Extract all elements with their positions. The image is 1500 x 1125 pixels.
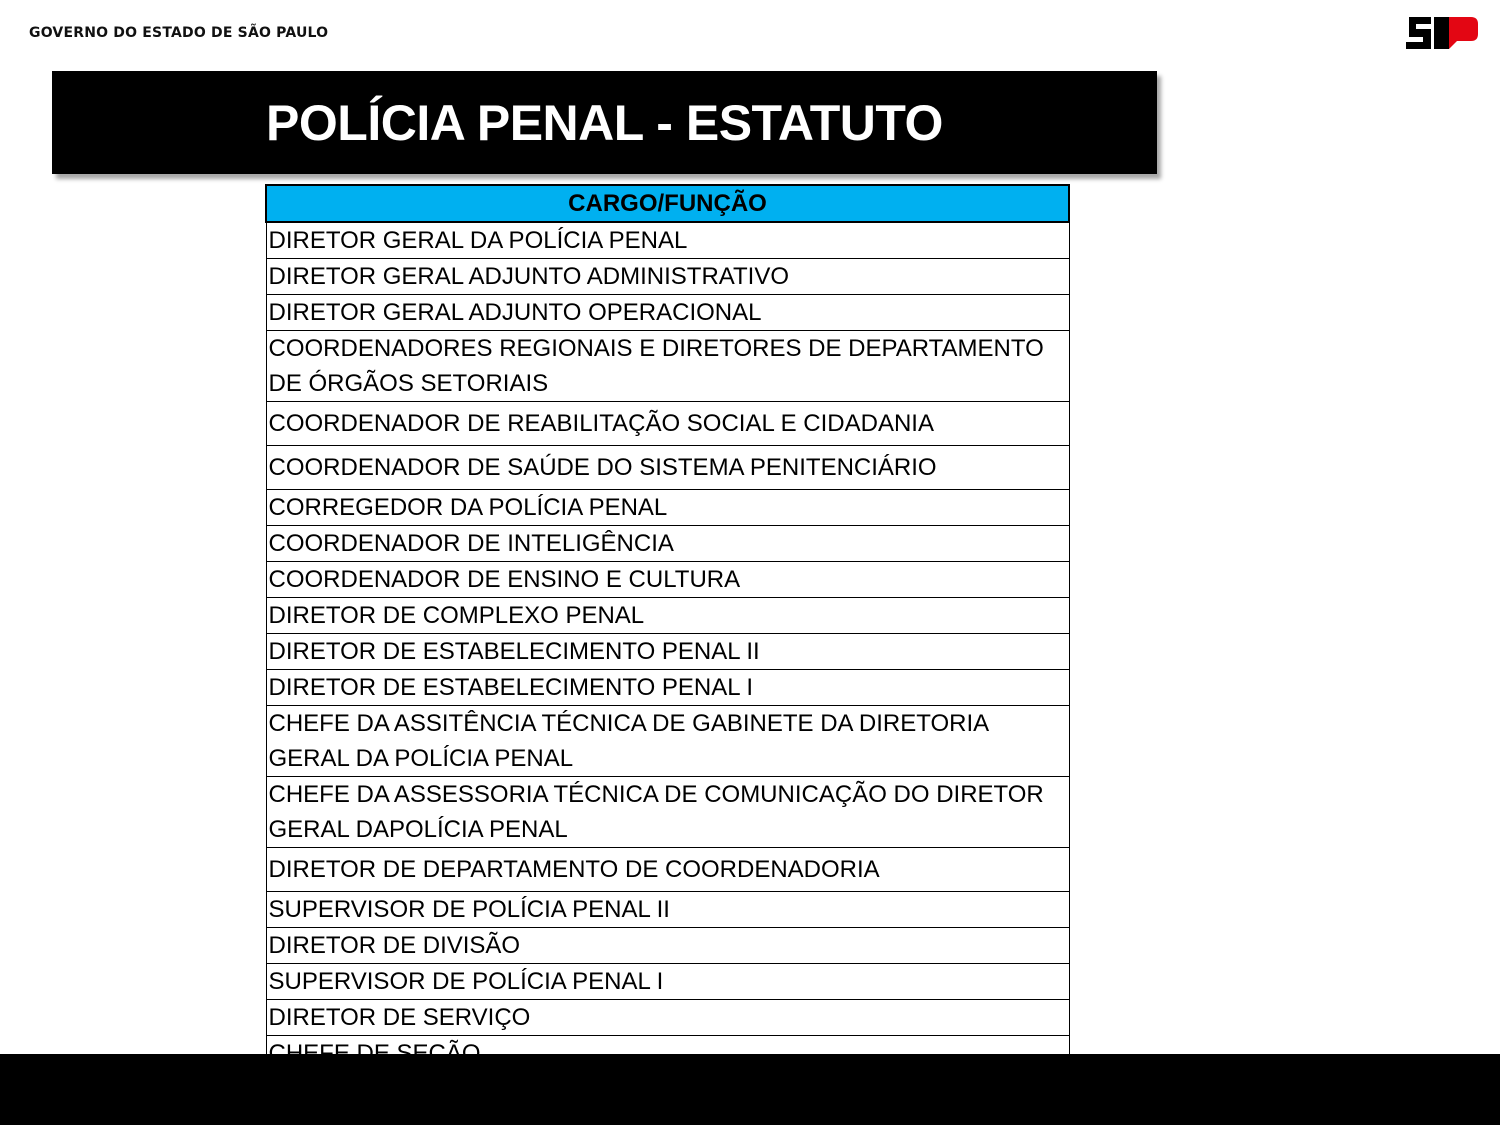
government-header: GOVERNO DO ESTADO DE SÃO PAULO <box>29 25 329 41</box>
column-header-cargo: CARGO/FUNÇÃO <box>266 185 1069 222</box>
table-row <box>266 331 1069 402</box>
table-cell: DIRETOR DE SERVIÇO <box>266 1000 1069 1036</box>
table-cell: SUPERVISOR DE POLÍCIA PENAL I <box>266 964 1069 1000</box>
sp-logo-p-black <box>1434 17 1449 49</box>
table-cell: COORDENADOR DE ENSINO E CULTURA <box>266 562 1069 598</box>
table-cell: COORDENADORES REGIONAIS E DIRETORES DE DEPARTAMENTO DE ÓRGÃOS SETORIAIS <box>266 331 1069 402</box>
sp-logo-s <box>1406 17 1431 49</box>
table-row <box>266 964 1069 1000</box>
table-row <box>266 670 1069 706</box>
table-row <box>266 928 1069 964</box>
sp-logo-icon <box>1405 16 1479 50</box>
title-banner <box>52 71 1157 174</box>
table-cell: COORDENADOR DE INTELIGÊNCIA <box>266 526 1069 562</box>
table-row <box>266 634 1069 670</box>
table-row <box>266 706 1069 777</box>
table-row <box>266 490 1069 526</box>
table-cell: COORDENADOR DE REABILITAÇÃO SOCIAL E CIDADANIA <box>266 402 1069 446</box>
table-row <box>266 402 1069 446</box>
table-cell: DIRETOR DE COMPLEXO PENAL <box>266 598 1069 634</box>
table-row <box>266 848 1069 892</box>
table-cell: DIRETOR DE ESTABELECIMENTO PENAL II <box>266 634 1069 670</box>
table-cell: CORREGEDOR DA POLÍCIA PENAL <box>266 490 1069 526</box>
table-row <box>266 526 1069 562</box>
table-cell: DIRETOR GERAL ADJUNTO OPERACIONAL <box>266 295 1069 331</box>
table-row <box>266 446 1069 490</box>
table-row <box>266 598 1069 634</box>
table-row <box>266 295 1069 331</box>
table-row <box>266 222 1069 259</box>
table-header-row <box>266 185 1069 222</box>
page-title: POLÍCIA PENAL - ESTATUTO <box>266 94 943 151</box>
table-cell: CHEFE DA ASSESSORIA TÉCNICA DE COMUNICAÇÃO DO DIRETOR GERAL DAPOLÍCIA PENAL <box>266 777 1069 848</box>
table-cell: DIRETOR GERAL DA POLÍCIA PENAL <box>266 222 1069 259</box>
table-cell: COORDENADOR DE SAÚDE DO SISTEMA PENITENCIÁRIO <box>266 446 1069 490</box>
table-row <box>266 259 1069 295</box>
table-cell: DIRETOR DE DIVISÃO <box>266 928 1069 964</box>
cargo-table-container <box>265 184 1070 1052</box>
cargo-table <box>265 184 1070 1072</box>
table-cell: CHEFE DA ASSITÊNCIA TÉCNICA DE GABINETE DA DIRETORIA GERAL DA POLÍCIA PENAL <box>266 706 1069 777</box>
table-row <box>266 777 1069 848</box>
footer-bar <box>0 1054 1500 1125</box>
table-row <box>266 1000 1069 1036</box>
sp-logo-p-red <box>1449 17 1478 49</box>
table-row <box>266 562 1069 598</box>
table-cell: DIRETOR DE ESTABELECIMENTO PENAL I <box>266 670 1069 706</box>
table-cell: DIRETOR GERAL ADJUNTO ADMINISTRATIVO <box>266 259 1069 295</box>
table-cell: SUPERVISOR DE POLÍCIA PENAL II <box>266 892 1069 928</box>
table-cell: DIRETOR DE DEPARTAMENTO DE COORDENADORIA <box>266 848 1069 892</box>
table-row <box>266 892 1069 928</box>
